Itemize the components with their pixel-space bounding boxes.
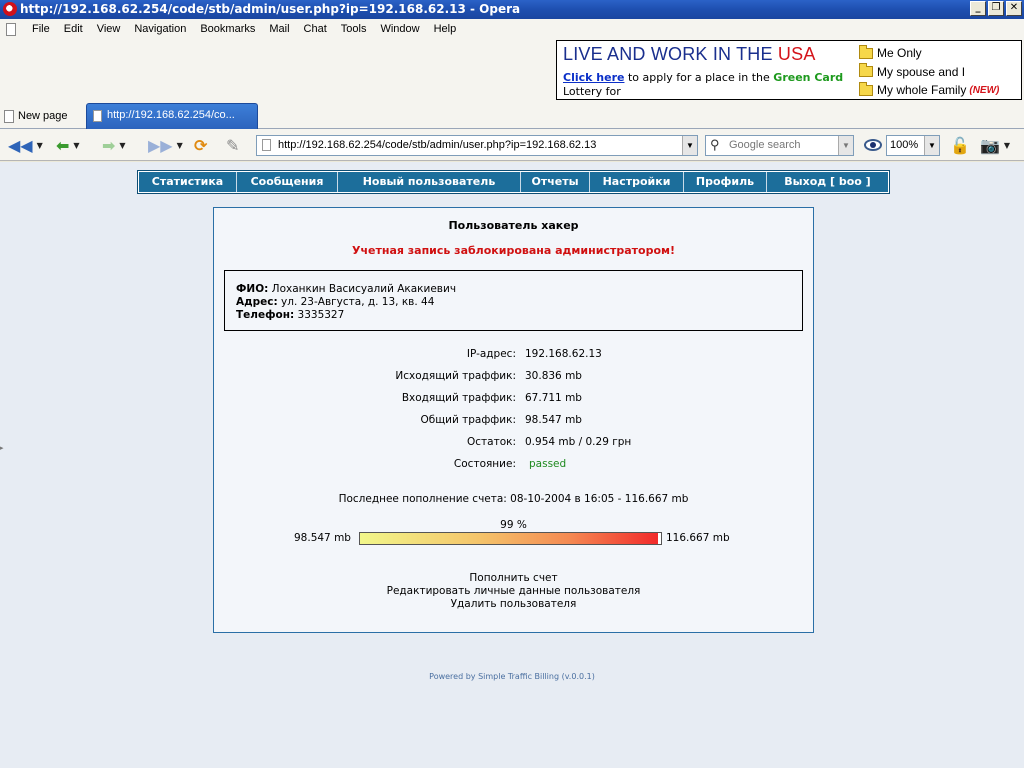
page-icon (262, 139, 271, 151)
edit-button[interactable] (226, 135, 239, 155)
dropdown-arrow-icon: ▼ (176, 140, 183, 150)
menu-edit[interactable]: Edit (63, 23, 83, 35)
blocked-alert: Учетная запись заблокирована администратором! (351, 244, 676, 257)
dropdown-arrow-icon: ▼ (119, 140, 126, 150)
menu-file[interactable]: File (32, 23, 50, 35)
usage-used: 98.547 mb (294, 532, 351, 544)
nav-statistics[interactable]: Статистика (139, 172, 237, 192)
nav-logout[interactable]: Выход [ boo ] (784, 175, 871, 188)
panel-toggle-icon[interactable]: ▸ (0, 444, 4, 452)
menu-view[interactable]: View (96, 23, 121, 35)
menu-bar (0, 19, 1024, 41)
fio-row: ФИО: Лоханкин Васисуалий Акакиевич (236, 283, 457, 295)
search-input[interactable] (705, 135, 854, 156)
ad-options (859, 44, 999, 100)
maximize-button[interactable]: ❐ (988, 1, 1004, 16)
menu-help[interactable]: Help (433, 23, 457, 35)
usage-total: 116.667 mb (666, 532, 730, 544)
page-content (0, 162, 1024, 768)
nav-reports[interactable]: Отчеты (521, 172, 590, 192)
ad-option-me-only[interactable]: Me Only (859, 44, 999, 63)
folder-icon (859, 85, 873, 96)
zoom-value: 100% (890, 139, 919, 151)
stat-row-status: Состояние: passed (453, 458, 567, 470)
menu-navigation[interactable]: Navigation (134, 23, 187, 35)
user-actions (214, 572, 813, 611)
window-title-bar[interactable] (0, 0, 1024, 19)
new-page-tab[interactable] (4, 106, 68, 126)
padlock-icon: 🔓 (950, 135, 970, 155)
search-placeholder: Google search (729, 139, 801, 151)
new-badge: (NEW) (969, 84, 1000, 96)
forward-arrow-icon: ➡ (102, 135, 116, 155)
dropdown-arrow-icon: ▼ (36, 140, 43, 150)
delete-user-link[interactable]: Удалить пользователя (450, 598, 577, 610)
ad-headline: LIVE AND WORK IN THE USA (563, 44, 816, 64)
nav-new-user[interactable]: Новый пользователь (338, 172, 521, 192)
opera-logo-icon (3, 2, 17, 16)
tab-bar (0, 101, 1024, 129)
page-title: Пользователь хакер (448, 219, 579, 232)
back-button[interactable] (56, 135, 80, 155)
top-up-link[interactable]: Пополнить счет (469, 572, 558, 584)
navigation-toolbar (0, 129, 1024, 161)
zoom-control[interactable] (862, 135, 940, 156)
camera-icon: 📷 (980, 135, 1000, 155)
address-text: http://192.168.62.254/code/stb/admin/user.php?ip=192.168.62.13 (278, 139, 597, 151)
ad-apply-line: Click here to apply for a place in the Green Card (563, 71, 844, 84)
phone-value: 3335327 (297, 309, 345, 321)
stat-row-balance: Остаток: 0.954 mb / 0.29 грн (466, 436, 632, 448)
active-tab-label: http://192.168.62.254/co... (107, 109, 235, 121)
edit-user-link[interactable]: Редактировать личные данные пользователя (386, 585, 641, 597)
main-nav (138, 171, 889, 193)
footer: Powered by Simple Traffic Billing (v.0.0.1) (429, 672, 595, 681)
forward-button[interactable] (102, 135, 126, 155)
search-icon: ⚲ (710, 137, 720, 152)
menu-tools[interactable]: Tools (340, 23, 367, 35)
phone-row: Телефон: 3335327 (236, 309, 345, 321)
stat-row-incoming: Входящий траффик: 67.711 mb (401, 392, 582, 404)
page-icon (6, 23, 16, 36)
ad-click-here-link[interactable]: Click here (563, 71, 625, 84)
menu-window[interactable]: Window (380, 23, 420, 35)
address-value: ул. 23-Августа, д. 13, кв. 44 (281, 296, 435, 308)
zoom-field[interactable] (886, 135, 940, 156)
security-button[interactable] (950, 135, 970, 155)
search-engine-dropdown[interactable]: ▼ (838, 136, 853, 155)
minimize-button[interactable]: _ (970, 1, 986, 16)
nav-messages[interactable]: Сообщения (237, 172, 338, 192)
eye-icon (864, 139, 882, 151)
menu-mail[interactable]: Mail (269, 23, 290, 35)
dropdown-arrow-icon: ▼ (1003, 140, 1011, 150)
zoom-dropdown-button[interactable]: ▼ (924, 136, 939, 155)
user-panel (213, 207, 814, 633)
stat-row-total: Общий траффик: 98.547 mb (420, 414, 582, 426)
folder-icon (859, 48, 873, 59)
reload-button[interactable] (194, 135, 207, 155)
reload-icon: ⟳ (194, 135, 208, 155)
menu-chat[interactable]: Chat (303, 23, 327, 35)
ad-option-family[interactable]: My whole Family (NEW) (859, 81, 999, 100)
address-dropdown-button[interactable]: ▼ (682, 136, 697, 155)
stat-row-ip: IP-адрес: 192.168.62.13 (466, 348, 602, 360)
page-icon (93, 110, 102, 122)
fast-forward-button[interactable] (148, 135, 183, 155)
usage-progress-fill (360, 533, 658, 544)
ad-option-spouse[interactable]: My spouse and I (859, 63, 999, 82)
nav-profile[interactable]: Профиль (684, 172, 767, 192)
ad-lottery-text: Lottery for (563, 85, 621, 98)
ad-banner[interactable] (556, 40, 1022, 100)
back-arrow-icon: ⬅ (56, 135, 70, 155)
dropdown-arrow-icon: ▼ (73, 140, 80, 150)
rewind-button[interactable] (8, 135, 43, 155)
usage-percent: 99 % (500, 519, 527, 531)
last-payment: Последнее пополнение счета: 08-10-2004 в 16:05 - 116.667 mb (338, 493, 689, 505)
folder-icon (859, 66, 873, 77)
user-info-box (224, 270, 803, 331)
window-title: http://192.168.62.254/code/stb/admin/user.php?ip=192.168.62.13 - Opera (20, 2, 521, 16)
camera-button[interactable] (980, 135, 1010, 155)
address-row: Адрес: ул. 23-Августа, д. 13, кв. 44 (236, 296, 435, 308)
window-controls (970, 1, 1022, 16)
rewind-icon: ◀◀ (8, 135, 33, 155)
close-button[interactable]: ✕ (1006, 1, 1022, 16)
menu-bookmarks[interactable]: Bookmarks (200, 23, 256, 35)
fio-value: Лоханкин Васисуалий Акакиевич (271, 283, 457, 295)
stat-row-outgoing: Исходящий траффик: 30.836 mb (395, 370, 582, 382)
new-page-label: New page (18, 110, 68, 122)
status-badge: passed (529, 458, 567, 470)
pencil-icon: ✎ (226, 135, 240, 155)
new-page-icon (4, 110, 14, 123)
fast-forward-icon: ▶▶ (148, 135, 173, 155)
nav-settings[interactable]: Настройки (590, 172, 684, 192)
menu (32, 23, 463, 35)
active-tab[interactable] (86, 103, 258, 129)
usage-progress-bar (359, 532, 662, 545)
address-bar[interactable] (256, 135, 698, 156)
